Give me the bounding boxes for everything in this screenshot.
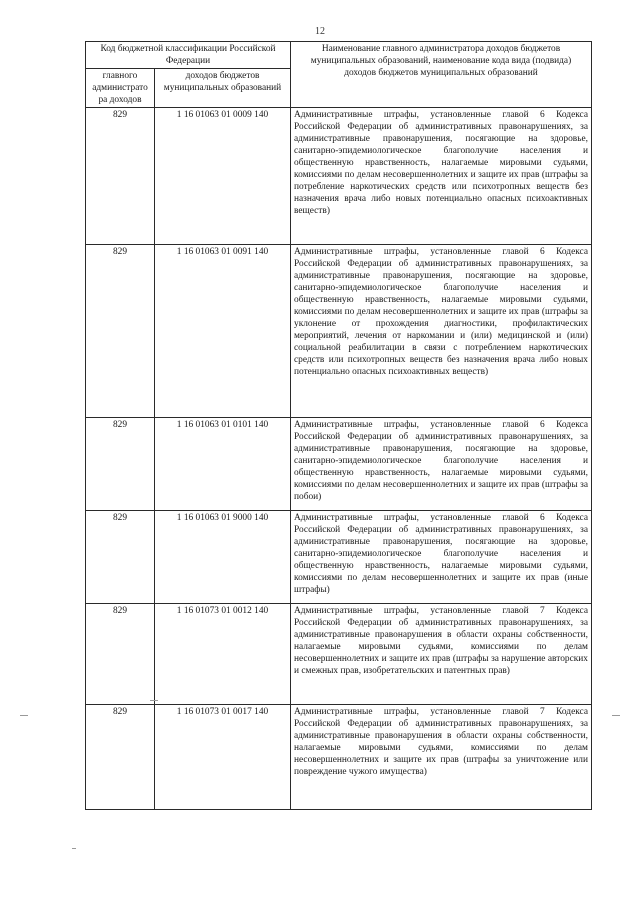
header-income-column: доходов бюджетов муниципальных образований [155,69,291,108]
page-number: 12 [315,26,325,37]
row-income-name: Административные штрафы, установленные главой 6 Кодекса Российской Федерации об административных правонарушениях, за административные правонарушения, посягающие на здоровье, санитарно-эпидемиологическое благополучие населения и общественную нравственность, налагаемые мировыми судьями, комиссиями по делам несовершеннолетних и защите их прав (штрафы за потребление наркотических средств или психотропных веществ без назначения врача либо новых потенциально опасных психоактивных веществ) [291,108,592,245]
row-income-name: Административные штрафы, установленные главой 6 Кодекса Российской Федерации об административных правонарушениях, за административные правонарушения, посягающие на здоровье, санитарно-эпидемиологическое благополучие населения и общественную нравственность, налагаемые мировыми судьями, комиссиями по делам несовершеннолетних и защите их прав (иные штрафы) [291,511,592,604]
row-income-code: 1 16 01063 01 9000 140 [155,511,291,604]
row-admin-code: 829 [86,604,155,705]
row-income-name: Административные штрафы, установленные главой 7 Кодекса Российской Федерации об административных правонарушениях, за административные правонарушения в области охраны собственности, налагаемые мировыми судьями, комиссиями по делам несовершеннолетних и защите их прав (штрафы за уничтожение или повреждение чужого имущества) [291,705,592,810]
table-row [86,604,592,705]
header-name-column: Наименование главного администратора доходов бюджетов муниципальных образований, наименование кода вида (подвида) доходов бюджетов муниципальных образований [291,42,592,108]
table-row [86,245,592,418]
row-admin-code: 829 [86,108,155,245]
row-admin-code: 829 [86,511,155,604]
row-income-code: 1 16 01073 01 0017 140 [155,705,291,810]
row-income-code: 1 16 01063 01 0091 140 [155,245,291,418]
row-income-code: 1 16 01073 01 0012 140 [155,604,291,705]
table-row [86,418,592,511]
row-income-name: Административные штрафы, установленные главой 7 Кодекса Российской Федерации об административных правонарушениях, за административные правонарушения в области охраны собственности, налагаемые мировыми судьями, комиссиями по делам несовершеннолетних и защите их прав (штрафы за нарушение авторских и смежных прав, изобретательских и патентных прав) [291,604,592,705]
row-income-code: 1 16 01063 01 0101 140 [155,418,291,511]
row-admin-code: 829 [86,245,155,418]
table-row [86,511,592,604]
header-main-admin-column: главного администрато ра доходов [86,69,155,108]
row-income-code: 1 16 01063 01 0009 140 [155,108,291,245]
row-admin-code: 829 [86,705,155,810]
scan-artifact [20,715,28,716]
row-income-name: Административные штрафы, установленные главой 6 Кодекса Российской Федерации об административных правонарушениях, за административные правонарушения, посягающие на здоровье, санитарно-эпидемиологическое благополучие населения и общественную нравственность, налагаемые мировыми судьями, комиссиями по делам несовершеннолетних и защите их прав (штрафы за уклонение от прохождения диагностики, профилактических мероприятий, лечения от наркомании и (или) медицинской и (или) социальной реабилитации в связи с потреблением наркотических средств или психотропных веществ без назначения врача либо новых потенциально опасных психоактивных веществ) [291,245,592,418]
table-row [86,108,592,245]
row-income-name: Административные штрафы, установленные главой 6 Кодекса Российской Федерации об административных правонарушениях, за административные правонарушения, посягающие на здоровье, санитарно-эпидемиологическое благополучие населения и общественную нравственность, налагаемые мировыми судьями, комиссиями по делам несовершеннолетних и защите их прав (штрафы за побои) [291,418,592,511]
scan-artifact [150,700,158,701]
header-kbk-group: Код бюджетной классификации Российской Федерации [86,42,291,69]
table-row [86,705,592,810]
budget-classification-table [85,41,592,810]
scan-artifact [72,848,76,849]
row-admin-code: 829 [86,418,155,511]
scan-artifact [612,715,620,716]
